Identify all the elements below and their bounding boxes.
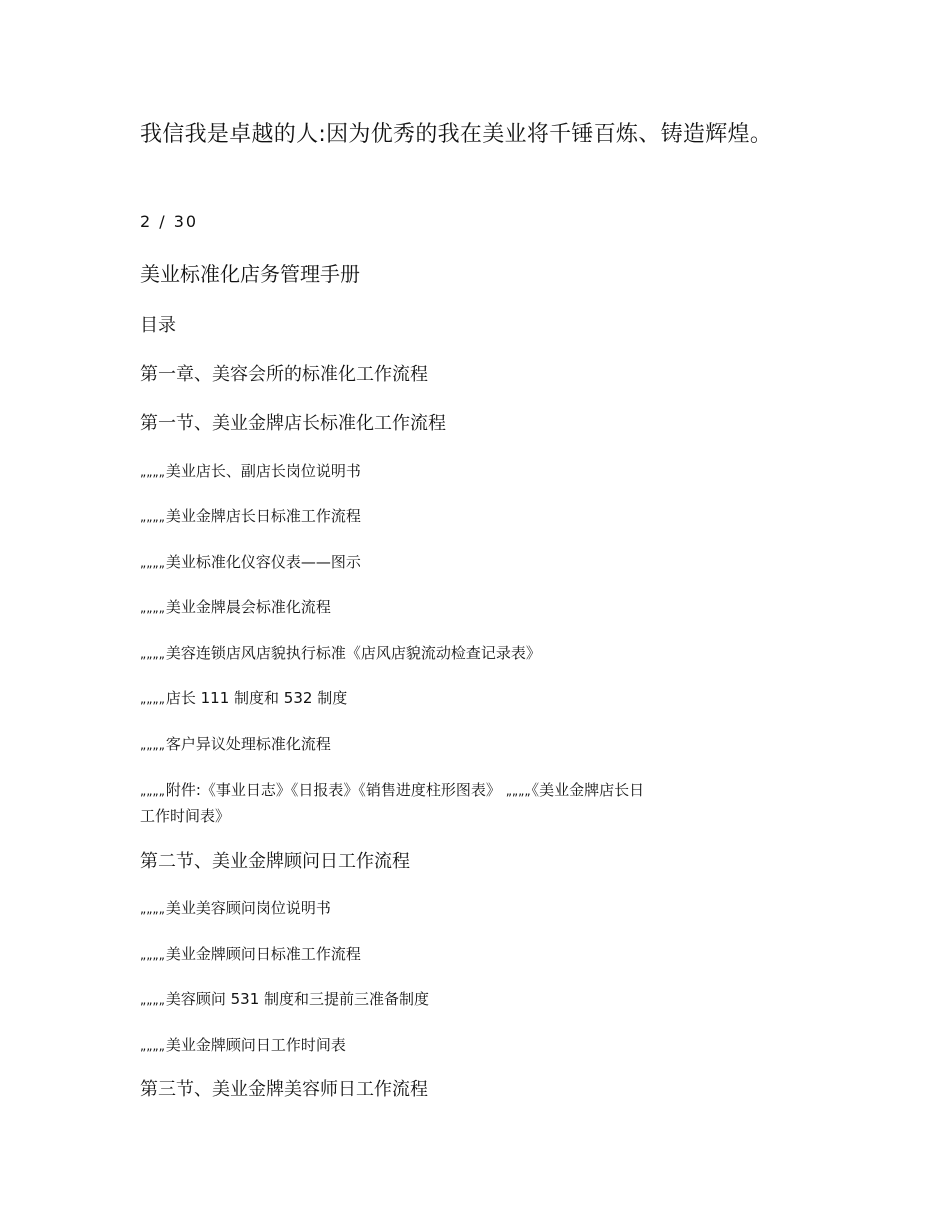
- toc-item-label: 美业金牌店长日标准工作流程: [165, 507, 361, 525]
- toc-item: [140, 1036, 346, 1054]
- toc-item-label: 美业标准化仪容仪表——图示: [165, 553, 361, 571]
- toc-item-label: 美容连锁店风店貌执行标准《店风店貌流动检查记录表》: [165, 644, 541, 662]
- toc-item: [140, 507, 361, 525]
- toc-item: [140, 553, 361, 571]
- toc-leader: „„„„: [140, 993, 165, 1007]
- toc-leader: „„„„: [505, 784, 531, 798]
- toc-item-label: 美容顾问 531 制度和三提前三准备制度: [165, 990, 430, 1008]
- motto-text: 我信我是卓越的人:因为优秀的我在美业将千锤百炼、铸造辉煌。: [140, 122, 773, 147]
- toc-item-label: 美业金牌顾问日工作时间表: [165, 1036, 346, 1054]
- toc-item-label: 美业美容顾问岗位说明书: [165, 899, 331, 917]
- toc-leader: „„„„: [140, 465, 165, 479]
- toc-item: [140, 462, 361, 480]
- toc-leader: „„„„: [140, 692, 165, 706]
- toc-item-multiline: [140, 781, 644, 799]
- toc-leader: „„„„: [140, 510, 165, 524]
- toc-leader: „„„„: [140, 902, 165, 916]
- section-2-heading: 第二节、美业金牌顾问日工作流程: [140, 851, 410, 872]
- toc-item-label: 美业金牌顾问日标准工作流程: [165, 945, 361, 963]
- toc-item-label-continued: 《美业金牌店长日: [531, 781, 645, 799]
- toc-item: [140, 899, 331, 917]
- toc-leader: „„„„: [140, 1039, 165, 1053]
- toc-item-wrap: 工作时间表》: [140, 807, 231, 825]
- toc-item: [140, 598, 331, 616]
- toc-item-label: 客户异议处理标准化流程: [165, 735, 331, 753]
- toc-item: [140, 689, 347, 707]
- section-1-heading: 第一节、美业金牌店长标准化工作流程: [140, 413, 446, 434]
- toc-item: [140, 945, 361, 963]
- toc-item-label: 店长 111 制度和 532 制度: [165, 689, 348, 707]
- toc-leader: „„„„: [140, 601, 165, 615]
- toc-item-label: 美业金牌晨会标准化流程: [165, 598, 331, 616]
- toc-item: [140, 735, 331, 753]
- section-3-heading: 第三节、美业金牌美容师日工作流程: [140, 1079, 428, 1100]
- toc-item: [140, 990, 429, 1008]
- page-number: 2 / 30: [140, 212, 199, 231]
- toc-leader: „„„„: [140, 738, 165, 752]
- toc-item-label: 美业店长、副店长岗位说明书: [165, 462, 361, 480]
- toc-item-label: 附件:《事业日志》《日报表》《销售进度柱形图表》: [165, 781, 506, 799]
- toc-leader: „„„„: [140, 784, 165, 798]
- toc-leader: „„„„: [140, 556, 165, 570]
- toc-item: [140, 644, 541, 662]
- toc-leader: „„„„: [140, 647, 165, 661]
- toc-heading: 目录: [140, 315, 176, 336]
- chapter-1-heading: 第一章、美容会所的标准化工作流程: [140, 364, 428, 385]
- toc-leader: „„„„: [140, 948, 165, 962]
- document-title: 美业标准化店务管理手册: [140, 262, 360, 286]
